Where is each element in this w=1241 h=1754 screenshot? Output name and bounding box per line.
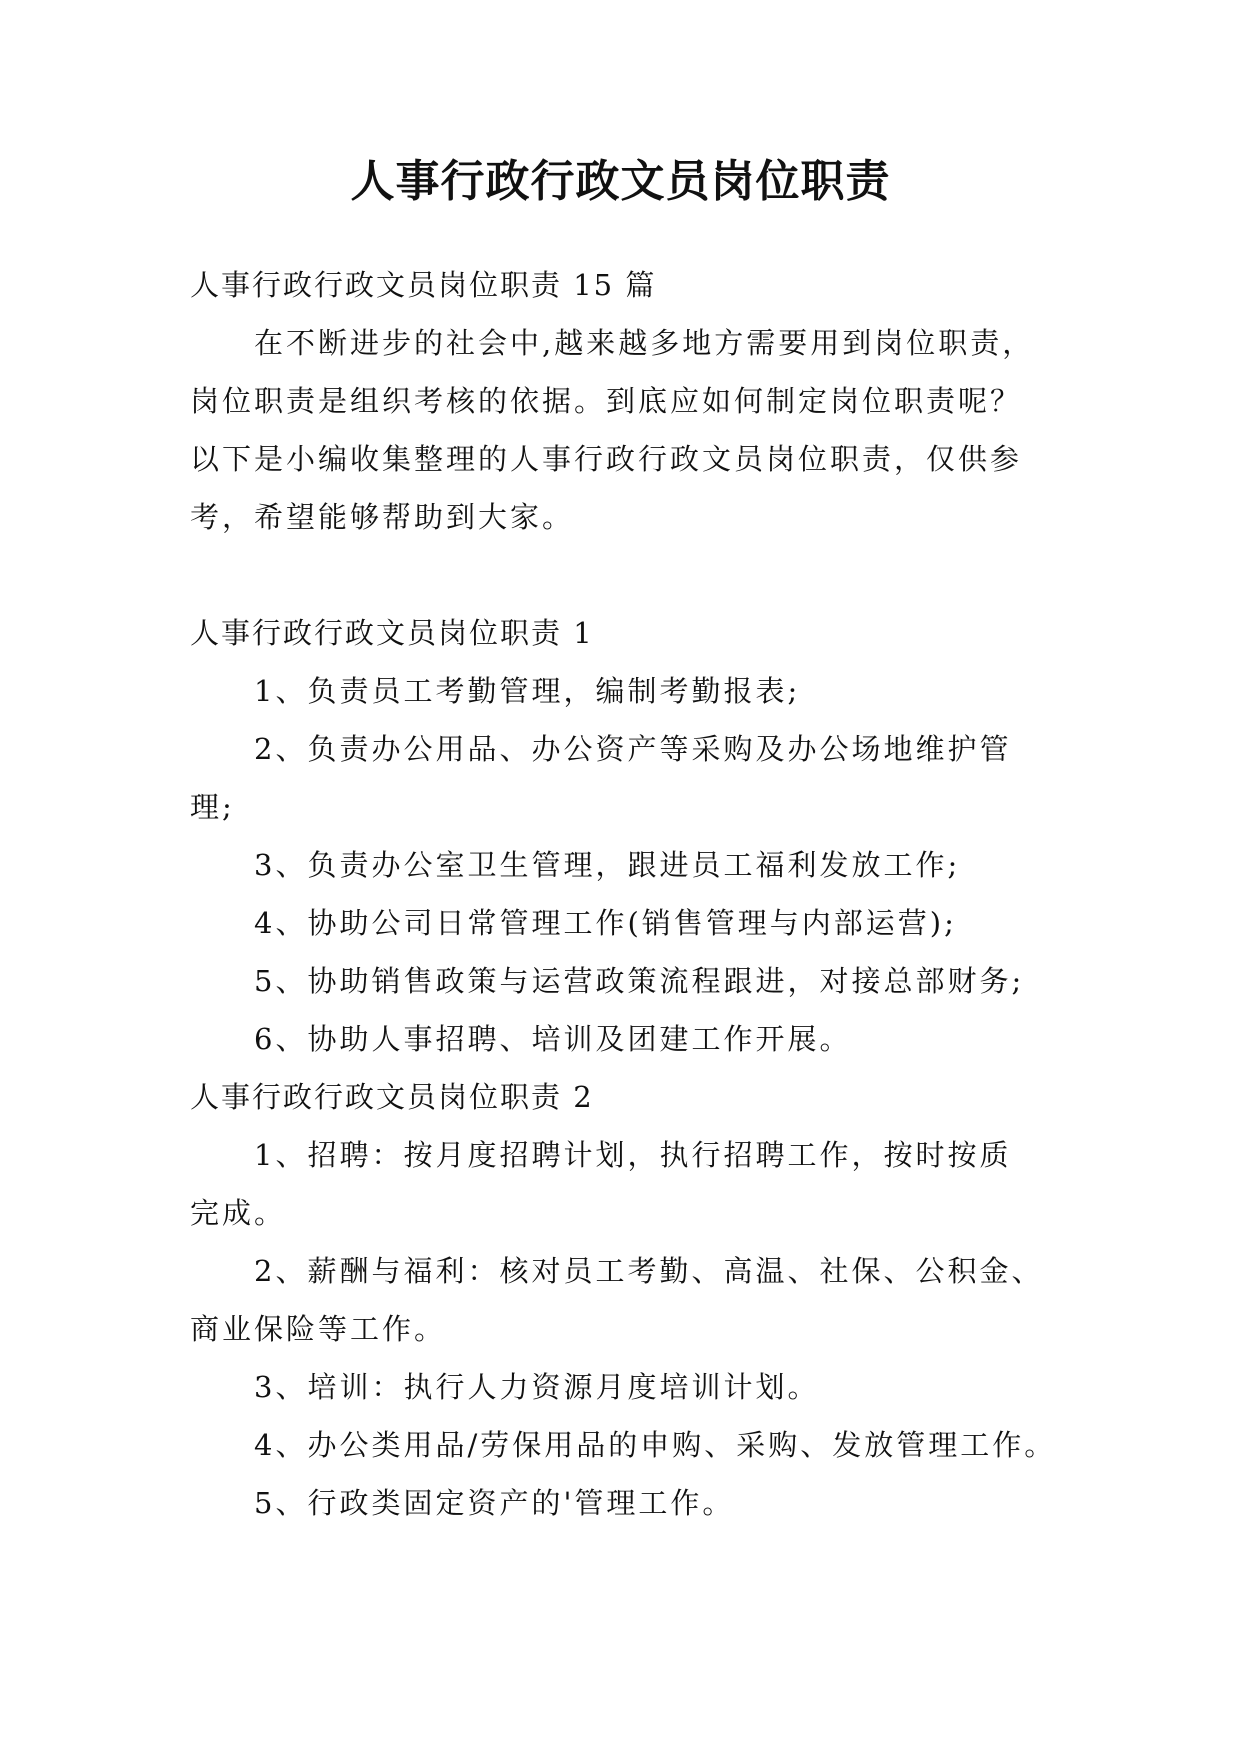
document-title: 人事行政行政文员岗位职责 xyxy=(350,156,891,207)
duty-line: 4、协助公司日常管理工作(销售管理与内部运营); xyxy=(254,906,957,940)
duty-line: 5、协助销售政策与运营政策流程跟进，对接总部财务; xyxy=(254,964,1025,998)
section-heading: 人事行政行政文员岗位职责 2 xyxy=(190,1080,594,1114)
duty-line: 商业保险等工作。 xyxy=(190,1312,447,1346)
duty-line: 2、薪酬与福利：核对员工考勤、高温、社保、公积金、 xyxy=(254,1254,1044,1288)
section-heading: 人事行政行政文员岗位职责 1 xyxy=(190,616,594,650)
document-subtitle: 人事行政行政文员岗位职责 15 篇 xyxy=(190,268,657,302)
intro-paragraph xyxy=(190,314,1070,546)
duty-line: 3、培训：执行人力资源月度培训计划。 xyxy=(254,1370,820,1404)
paragraph-gap xyxy=(190,546,1070,604)
section-2 xyxy=(190,1068,1070,1532)
section-1 xyxy=(190,604,1070,1068)
intro-line: 以下是小编收集整理的人事行政行政文员岗位职责，仅供参 xyxy=(190,442,1023,476)
duty-line: 6、协助人事招聘、培训及团建工作开展。 xyxy=(254,1022,852,1056)
duty-line: 理; xyxy=(190,790,235,824)
document-body xyxy=(190,256,1070,1532)
duty-line: 1、负责员工考勤管理，编制考勤报表; xyxy=(254,674,801,708)
duty-line: 完成。 xyxy=(190,1196,287,1230)
intro-line: 考，希望能够帮助到大家。 xyxy=(190,500,575,534)
duty-line: 1、招聘：按月度招聘计划，执行招聘工作，按时按质 xyxy=(254,1138,1012,1172)
duty-line: 4、办公类用品/劳保用品的申购、采购、发放管理工作。 xyxy=(254,1428,1057,1462)
duty-line: 3、负责办公室卫生管理，跟进员工福利发放工作; xyxy=(254,848,961,882)
duty-line: 2、负责办公用品、办公资产等采购及办公场地维护管 xyxy=(254,732,1012,766)
duty-line: 5、行政类固定资产的'管理工作。 xyxy=(254,1486,735,1520)
intro-line: 在不断进步的社会中,越来越多地方需要用到岗位职责， xyxy=(254,326,1035,360)
intro-line: 岗位职责是组织考核的依据。到底应如何制定岗位职责呢？ xyxy=(190,384,1023,418)
